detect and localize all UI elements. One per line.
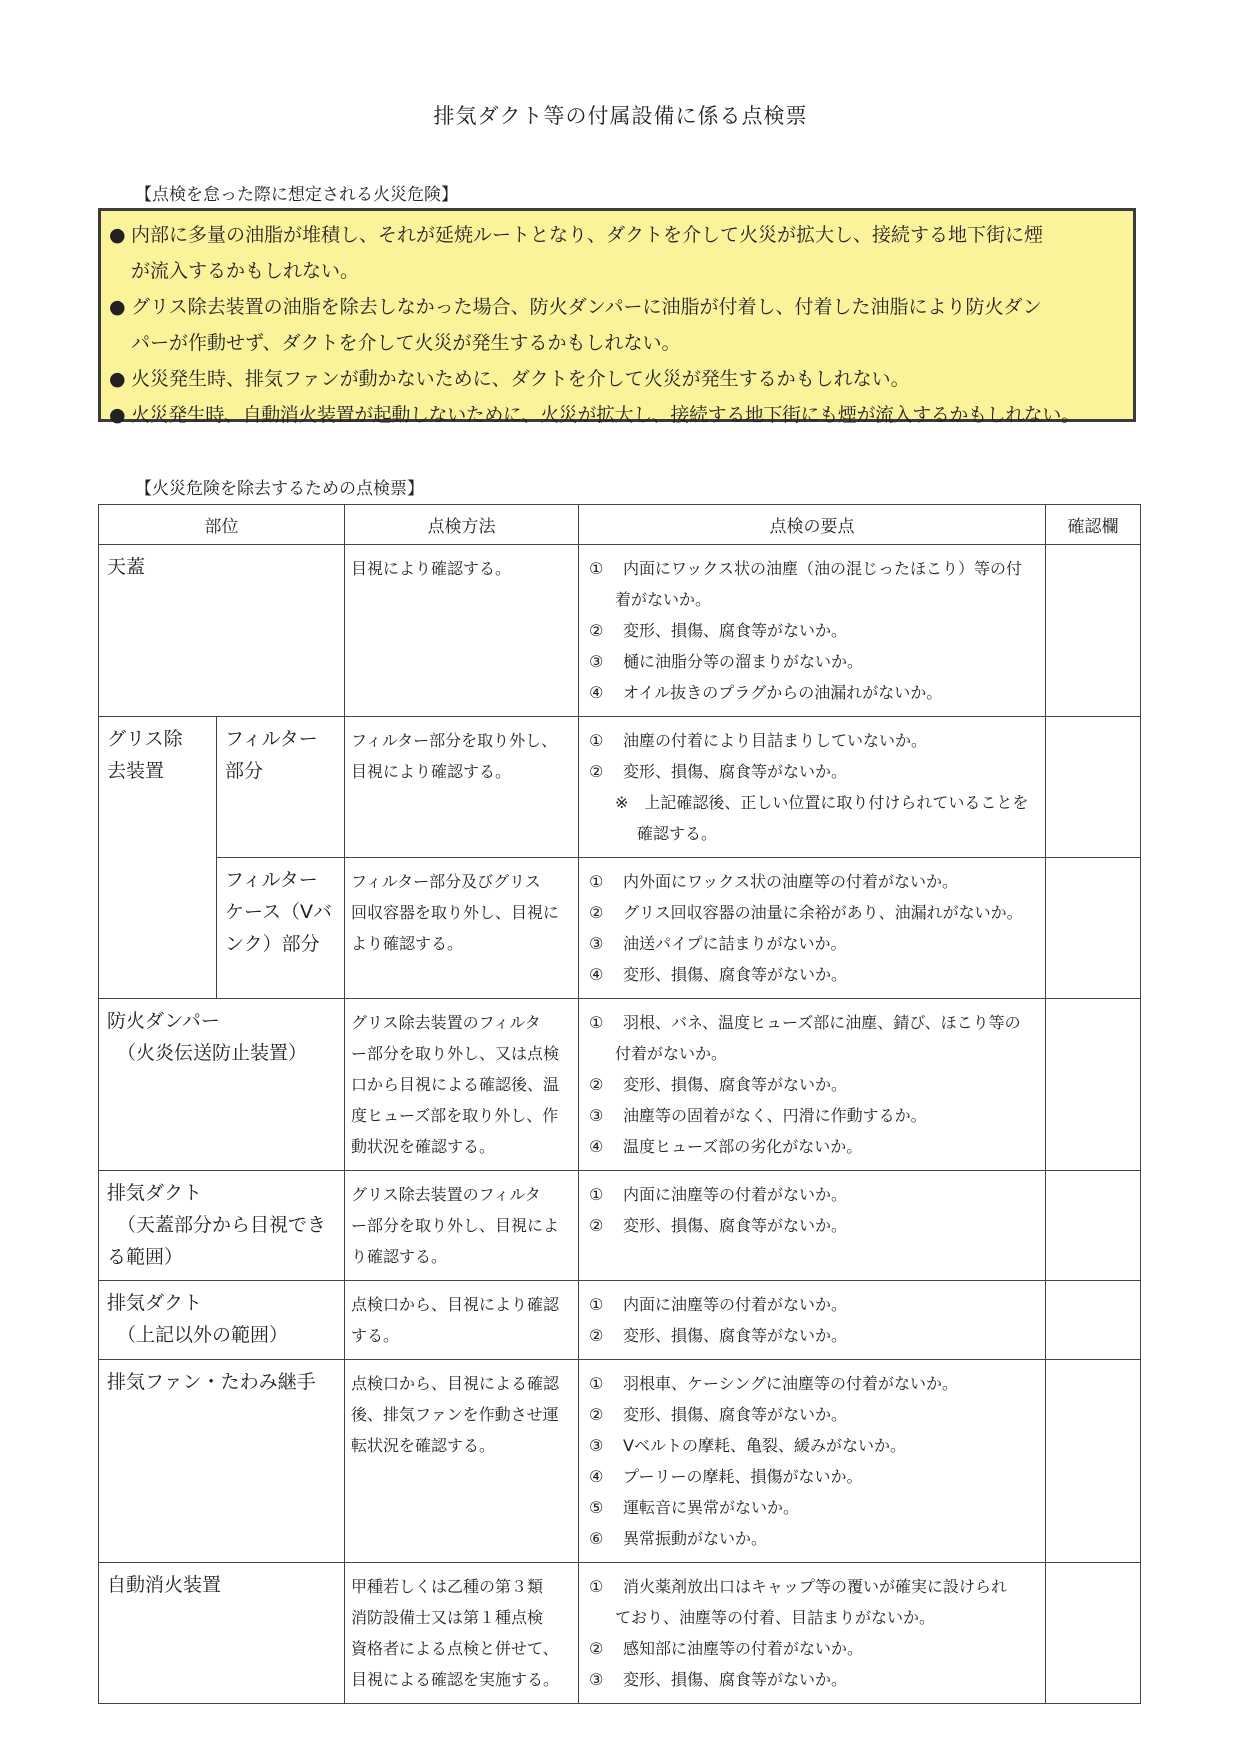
check-field[interactable] <box>1046 1281 1141 1360</box>
bullet-icon: ● <box>109 224 126 246</box>
point-number: ② <box>589 1405 604 1424</box>
point-number: ③ <box>589 652 604 671</box>
method-text: フィルター部分及びグリス <box>351 872 541 891</box>
note-text: ※ 上記確認後、正しい位置に取り付けられていることを <box>615 793 1029 812</box>
point-number: ③ <box>589 1106 604 1125</box>
table-heading: 【火災危険を除去するための点検票】 <box>135 479 424 499</box>
check-field[interactable] <box>1046 1171 1141 1281</box>
table-row <box>99 1281 1141 1360</box>
part-label: 排気ファン・たわみ継手 <box>107 1371 316 1393</box>
point-item <box>589 756 1035 787</box>
point-number: ③ <box>589 934 604 953</box>
point-number: ② <box>589 1639 604 1658</box>
points-cell <box>579 1360 1046 1563</box>
points-cell <box>579 1281 1046 1360</box>
point-number: ④ <box>589 965 604 984</box>
points-cell <box>579 717 1046 858</box>
point-item <box>589 1664 1035 1695</box>
point-text: 変形、損傷、腐食等がないか。 <box>623 621 848 640</box>
bullet-icon: ● <box>109 404 126 426</box>
header-points: 点検の要点 <box>579 505 1046 545</box>
part-cell <box>99 717 217 999</box>
point-number: ② <box>589 762 604 781</box>
part-label: 自動消火装置 <box>107 1574 222 1596</box>
points-cell <box>579 545 1046 717</box>
point-item <box>589 1069 1035 1100</box>
subpart-label: 部分 <box>225 760 264 782</box>
table-row <box>99 717 1141 858</box>
method-text: フィルター部分を取り外し、 <box>351 731 558 750</box>
point-text: 樋に油脂分等の溜まりがないか。 <box>623 652 864 671</box>
point-text: 油送パイプに詰まりがないか。 <box>623 934 847 953</box>
method-text: 目視による確認を実施する。 <box>351 1670 560 1689</box>
point-text: 変形、損傷、腐食等がないか。 <box>623 1326 848 1345</box>
subpart-label: ンク）部分 <box>225 933 320 955</box>
risk-heading: 【点検を怠った際に想定される火災危険】 <box>135 185 458 205</box>
part-label: 去装置 <box>107 760 165 782</box>
table-row <box>99 1360 1141 1563</box>
method-text: グリス除去装置のフィルタ <box>351 1013 541 1032</box>
check-field[interactable] <box>1046 545 1141 717</box>
point-number: ① <box>589 1295 604 1314</box>
method-text: り確認する。 <box>351 1247 448 1266</box>
point-text-cont: 付着がないか。 <box>615 1044 728 1063</box>
point-number: ② <box>589 621 604 640</box>
method-cell <box>345 999 579 1171</box>
point-text: 羽根、バネ、温度ヒューズ部に油塵、錆び、ほこり等の <box>623 1013 1021 1032</box>
table-header-row <box>99 505 1141 545</box>
point-text: 温度ヒューズ部の劣化がないか。 <box>623 1137 863 1156</box>
subpart-label: ケース（Vバ <box>225 901 333 923</box>
point-number: ① <box>589 1577 604 1596</box>
part-label: る範囲） <box>107 1246 184 1268</box>
method-text: 点検口から、目視による確認 <box>351 1374 560 1393</box>
point-text: グリス回収容器の油量に余裕があり、油漏れがないか。 <box>623 903 1023 922</box>
method-text: 転状況を確認する。 <box>351 1436 496 1455</box>
method-text: 後、排気ファンを作動させ運 <box>351 1405 559 1424</box>
part-label: 排気ダクト <box>107 1182 203 1204</box>
risk-text: グリス除去装置の油脂を除去しなかった場合、防火ダンパーに油脂が付着し、付着した油脂により防火ダン <box>131 296 1042 318</box>
point-text: Vベルトの摩耗、亀裂、緩みがないか。 <box>623 1436 906 1455</box>
part-cell <box>99 1171 345 1281</box>
check-field[interactable] <box>1046 999 1141 1171</box>
point-text: 変形、損傷、腐食等がないか。 <box>623 1405 848 1424</box>
part-cell <box>99 999 345 1171</box>
point-item <box>589 1368 1035 1399</box>
point-item <box>589 1571 1035 1633</box>
method-text: 資格者による点検と併せて、 <box>351 1639 559 1658</box>
bullet-icon: ● <box>109 296 126 318</box>
part-cell <box>99 1563 345 1704</box>
point-number: ② <box>589 903 604 922</box>
point-item <box>589 1100 1035 1131</box>
point-item <box>589 1007 1035 1069</box>
subpart-label: フィルター <box>225 728 318 750</box>
method-text: 目視により確認する。 <box>351 762 512 781</box>
part-label: 排気ダクト <box>107 1292 203 1314</box>
header-part: 部位 <box>99 505 345 545</box>
point-text: 異常振動がないか。 <box>623 1529 768 1548</box>
point-item <box>589 1210 1035 1241</box>
part-label: 防火ダンパー <box>107 1010 220 1032</box>
method-cell <box>345 1171 579 1281</box>
point-text: 運転音に異常がないか。 <box>623 1498 800 1517</box>
header-method: 点検方法 <box>345 505 579 545</box>
point-text: 消火薬剤放出口はキャップ等の覆いが確実に設けられ <box>623 1577 1008 1596</box>
method-text: 動状況を確認する。 <box>351 1137 496 1156</box>
method-text: より確認する。 <box>351 934 464 953</box>
point-item <box>589 1523 1035 1554</box>
bullet-icon: ● <box>109 368 126 390</box>
risk-text-cont: パーが作動せず、ダクトを介して火災が発生するかもしれない。 <box>131 332 681 354</box>
point-item <box>589 959 1035 990</box>
method-cell <box>345 1563 579 1704</box>
point-item <box>589 646 1035 677</box>
inspection-table <box>98 504 1141 1704</box>
method-cell <box>345 717 579 858</box>
risk-text: 火災発生時、自動消火装置が起動しないために、火災が拡大し、接続する地下街にも煙が流入するかもしれない。 <box>131 404 1080 426</box>
point-item <box>589 615 1035 646</box>
table-row <box>99 545 1141 717</box>
point-number: ① <box>589 731 604 750</box>
table-row <box>99 858 1141 999</box>
method-text: 消防設備士又は第１種点検 <box>351 1608 544 1627</box>
check-field[interactable] <box>1046 717 1141 858</box>
part-label: グリス除 <box>107 728 183 750</box>
part-label: （上記以外の範囲） <box>117 1324 289 1346</box>
method-text: する。 <box>351 1326 400 1345</box>
risk-item <box>109 397 1123 433</box>
point-text: 変形、損傷、腐食等がないか。 <box>623 762 848 781</box>
point-text: 油塵等の固着がなく、円滑に作動するか。 <box>623 1106 927 1125</box>
check-field[interactable] <box>1046 858 1141 999</box>
point-text: 変形、損傷、腐食等がないか。 <box>623 1075 848 1094</box>
risk-text: 内部に多量の油脂が堆積し、それが延焼ルートとなり、ダクトを介して火災が拡大し、接続する地下街に煙 <box>131 224 1044 246</box>
method-text: 口から目視による確認後、温 <box>351 1075 560 1094</box>
part-label: （火炎伝送防止装置） <box>117 1042 308 1064</box>
point-number: ① <box>589 1374 604 1393</box>
point-text: オイル抜きのプラグからの油漏れがないか。 <box>623 683 943 702</box>
table-row <box>99 999 1141 1171</box>
part-cell <box>99 1281 345 1360</box>
points-cell <box>579 1171 1046 1281</box>
risk-item <box>109 217 1123 289</box>
point-item <box>589 928 1035 959</box>
point-number: ① <box>589 559 604 578</box>
method-cell <box>345 1360 579 1563</box>
point-item <box>589 1179 1035 1210</box>
method-text: 回収容器を取り外し、目視に <box>351 903 560 922</box>
part-label: 天蓋 <box>107 556 146 578</box>
point-number: ⑤ <box>589 1498 604 1517</box>
point-text: 羽根車、ケーシングに油塵等の付着がないか。 <box>623 1374 958 1393</box>
point-item <box>589 1399 1035 1430</box>
point-number: ① <box>589 1185 604 1204</box>
table-row <box>99 1171 1141 1281</box>
point-item <box>589 1430 1035 1461</box>
point-text-cont: ており、油塵等の付着、目詰まりがないか。 <box>615 1608 936 1627</box>
page-title: 排気ダクト等の付属設備に係る点検票 <box>433 104 808 128</box>
points-cell <box>579 999 1046 1171</box>
point-item <box>589 1131 1035 1162</box>
point-number: ④ <box>589 1137 604 1156</box>
point-item <box>589 553 1035 615</box>
method-text: ー部分を取り外し、目視によ <box>351 1216 560 1235</box>
point-text-cont: 着がないか。 <box>615 590 712 609</box>
point-number: ② <box>589 1216 604 1235</box>
point-text: 内面に油塵等の付着がないか。 <box>623 1185 848 1204</box>
point-text: プーリーの摩耗、損傷がないか。 <box>623 1467 863 1486</box>
point-item <box>589 1492 1035 1523</box>
method-cell: 目視により確認する。 <box>345 545 579 717</box>
point-item <box>589 725 1035 756</box>
method-cell <box>345 1281 579 1360</box>
risk-text: 火災発生時、排気ファンが動かないために、ダクトを介して火災が発生するかもしれない。 <box>131 368 910 390</box>
point-number: ② <box>589 1326 604 1345</box>
point-number: ④ <box>589 683 604 702</box>
point-text: 油塵の付着により目詰まりしていないか。 <box>623 731 928 750</box>
header-check: 確認欄 <box>1046 505 1141 545</box>
point-text: 内面にワックス状の油塵（油の混じったほこり）等の付 <box>623 559 1023 578</box>
point-item <box>589 1461 1035 1492</box>
part-cell <box>99 1360 345 1563</box>
method-cell <box>345 858 579 999</box>
points-cell <box>579 858 1046 999</box>
point-text: 感知部に油塵等の付着がないか。 <box>623 1639 864 1658</box>
method-text: 甲種若しくは乙種の第３類 <box>351 1577 544 1596</box>
method-text: 度ヒューズ部を取り外し、作 <box>351 1106 559 1125</box>
table-row <box>99 1563 1141 1704</box>
risk-text-cont: が流入するかもしれない。 <box>131 260 360 282</box>
risk-item <box>109 289 1123 361</box>
subpart-cell <box>217 858 345 999</box>
point-item <box>589 1320 1035 1351</box>
point-number: ⑥ <box>589 1529 604 1548</box>
point-item <box>589 897 1035 928</box>
points-cell <box>579 1563 1046 1704</box>
point-number: ② <box>589 1075 604 1094</box>
method-text: ー部分を取り外し、又は点検 <box>351 1044 560 1063</box>
point-number: ④ <box>589 1467 604 1486</box>
subpart-label: フィルター <box>225 869 318 891</box>
point-number: ① <box>589 1013 604 1032</box>
part-label: （天蓋部分から目視でき <box>117 1214 327 1236</box>
check-field[interactable] <box>1046 1360 1141 1563</box>
point-text: 変形、損傷、腐食等がないか。 <box>623 1216 848 1235</box>
method-text: グリス除去装置のフィルタ <box>351 1185 541 1204</box>
check-field[interactable] <box>1046 1563 1141 1704</box>
point-text: 内面に油塵等の付着がないか。 <box>623 1295 848 1314</box>
subpart-cell <box>217 717 345 858</box>
point-number: ③ <box>589 1670 604 1689</box>
point-number: ③ <box>589 1436 604 1455</box>
point-item <box>589 1289 1035 1320</box>
part-cell <box>99 545 345 717</box>
point-item <box>589 866 1035 897</box>
point-item <box>589 1633 1035 1664</box>
point-text: 内外面にワックス状の油塵等の付着がないか。 <box>623 872 959 891</box>
point-item <box>589 677 1035 708</box>
risk-box <box>98 208 1136 426</box>
point-number: ① <box>589 872 604 891</box>
method-text: 点検口から、目視により確認 <box>351 1295 560 1314</box>
risk-item <box>109 361 1123 397</box>
point-text: 変形、損傷、腐食等がないか。 <box>623 1670 848 1689</box>
note-text: 確認する。 <box>637 824 718 843</box>
point-text: 変形、損傷、腐食等がないか。 <box>623 965 848 984</box>
